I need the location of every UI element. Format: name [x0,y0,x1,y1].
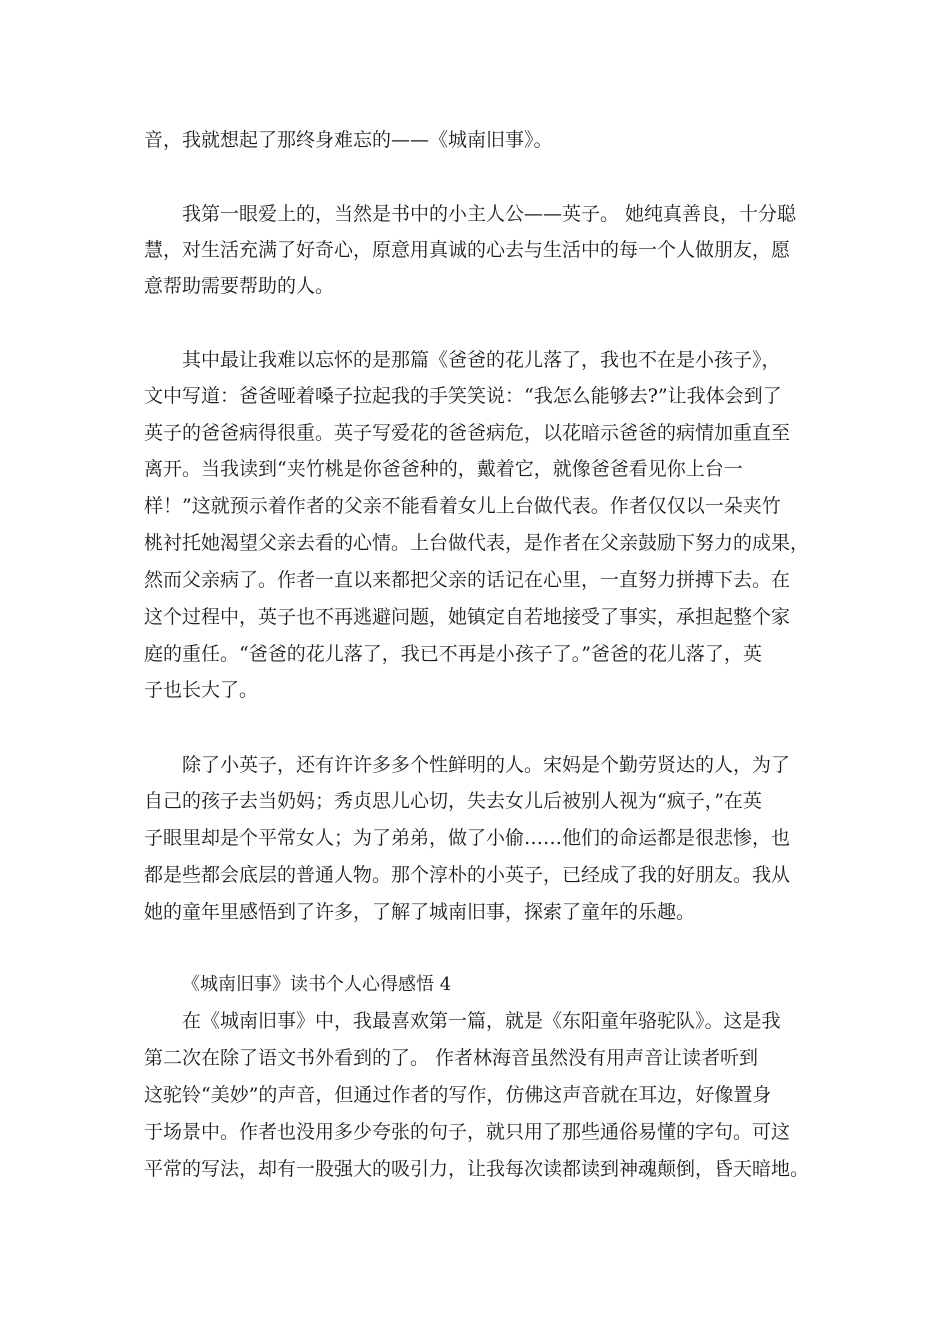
paragraph-line: 这驼铃“美妙”的声音，但通过作者的写作，仿佛这声音就在耳边，好像置身 [144,1084,772,1106]
paragraph-line: 文中写道：爸爸哑着嗓子拉起我的手笑笑说：“我怎么能够去?”让我体会到了 [144,385,782,407]
paragraph-line: 这个过程中，英子也不再逃避问题，她镇定自若地接受了事实，承担起整个家 [144,606,791,628]
paragraph-line: 其中最让我难以忘怀的是那篇《爸爸的花儿落了，我也不在是小孩子》， [182,349,781,371]
paragraph-line: 子也长大了。 [144,679,259,701]
paragraph-line: 样！”这就预示着作者的父亲不能看着女儿上台做代表。作者仅仅以一朵夹竹 [144,495,781,517]
paragraph-line: 平常的写法，却有一股强大的吸引力，让我每次读都读到神魂颠倒，昏天暗地。 [144,1158,810,1180]
paragraph-line: 在《城南旧事》中，我最喜欢第一篇，就是《东阳童年骆驼队》。这是我 [182,1010,781,1032]
paragraph-line: 然而父亲病了。作者一直以来都把父亲的话记在心里，一直努力拼搏下去。在 [144,569,791,591]
paragraph-line: 除了小英子，还有许许多多个性鲜明的人。宋妈是个勤劳贤达的人，为了 [182,754,791,776]
paragraph-line: 英子的爸爸病得很重。英子写爱花的爸爸病危，以花暗示爸爸的病情加重直至 [144,422,791,444]
paragraph-line: 音，我就想起了那终身难忘的——《城南旧事》。 [144,129,553,151]
paragraph-line: 桃衬托她渴望父亲去看的心情。上台做代表，是作者在父亲鼓励下努力的成果， [144,532,810,554]
paragraph-line: 我第一眼爱上的，当然是书中的小主人公——英子。 她纯真善良，十分聪 [182,203,797,225]
paragraph-line: 第二次在除了语文书外看到的了。 作者林海音虽然没有用声音让读者听到 [144,1047,759,1069]
paragraph-line: 离开。当我读到“夹竹桃是你爸爸种的，戴着它，就像爸爸看见你上台一 [144,458,743,480]
paragraph-line: 庭的重任。“爸爸的花儿落了，我已不再是小孩子了。”爸爸的花儿落了，英 [144,643,762,665]
paragraph-line: 意帮助需要帮助的人。 [144,275,335,297]
paragraph-line: 她的童年里感悟到了许多，了解了城南旧事，探索了童年的乐趣。 [144,901,696,923]
paragraph-line: 都是些都会底层的普通人物。那个淳朴的小英子，已经成了我的好朋友。我从 [144,864,791,886]
paragraph-line: 自己的孩子去当奶妈；秀贞思儿心切，失去女儿后被别人视为“疯子，”在英 [144,790,762,812]
paragraph-line: 子眼里却是个平常女人；为了弟弟，做了小偷……他们的命运都是很悲惨，也 [144,827,791,849]
paragraph-line: 于场景中。作者也没用多少夸张的句子，就只用了那些通俗易懂的字句。可这 [144,1121,791,1143]
section-heading: 《城南旧事》读书个人心得感悟 4 [182,974,452,995]
paragraph-line: 慧，对生活充满了好奇心，原意用真诚的心去与生活中的每一个人做朋友，愿 [144,239,791,261]
